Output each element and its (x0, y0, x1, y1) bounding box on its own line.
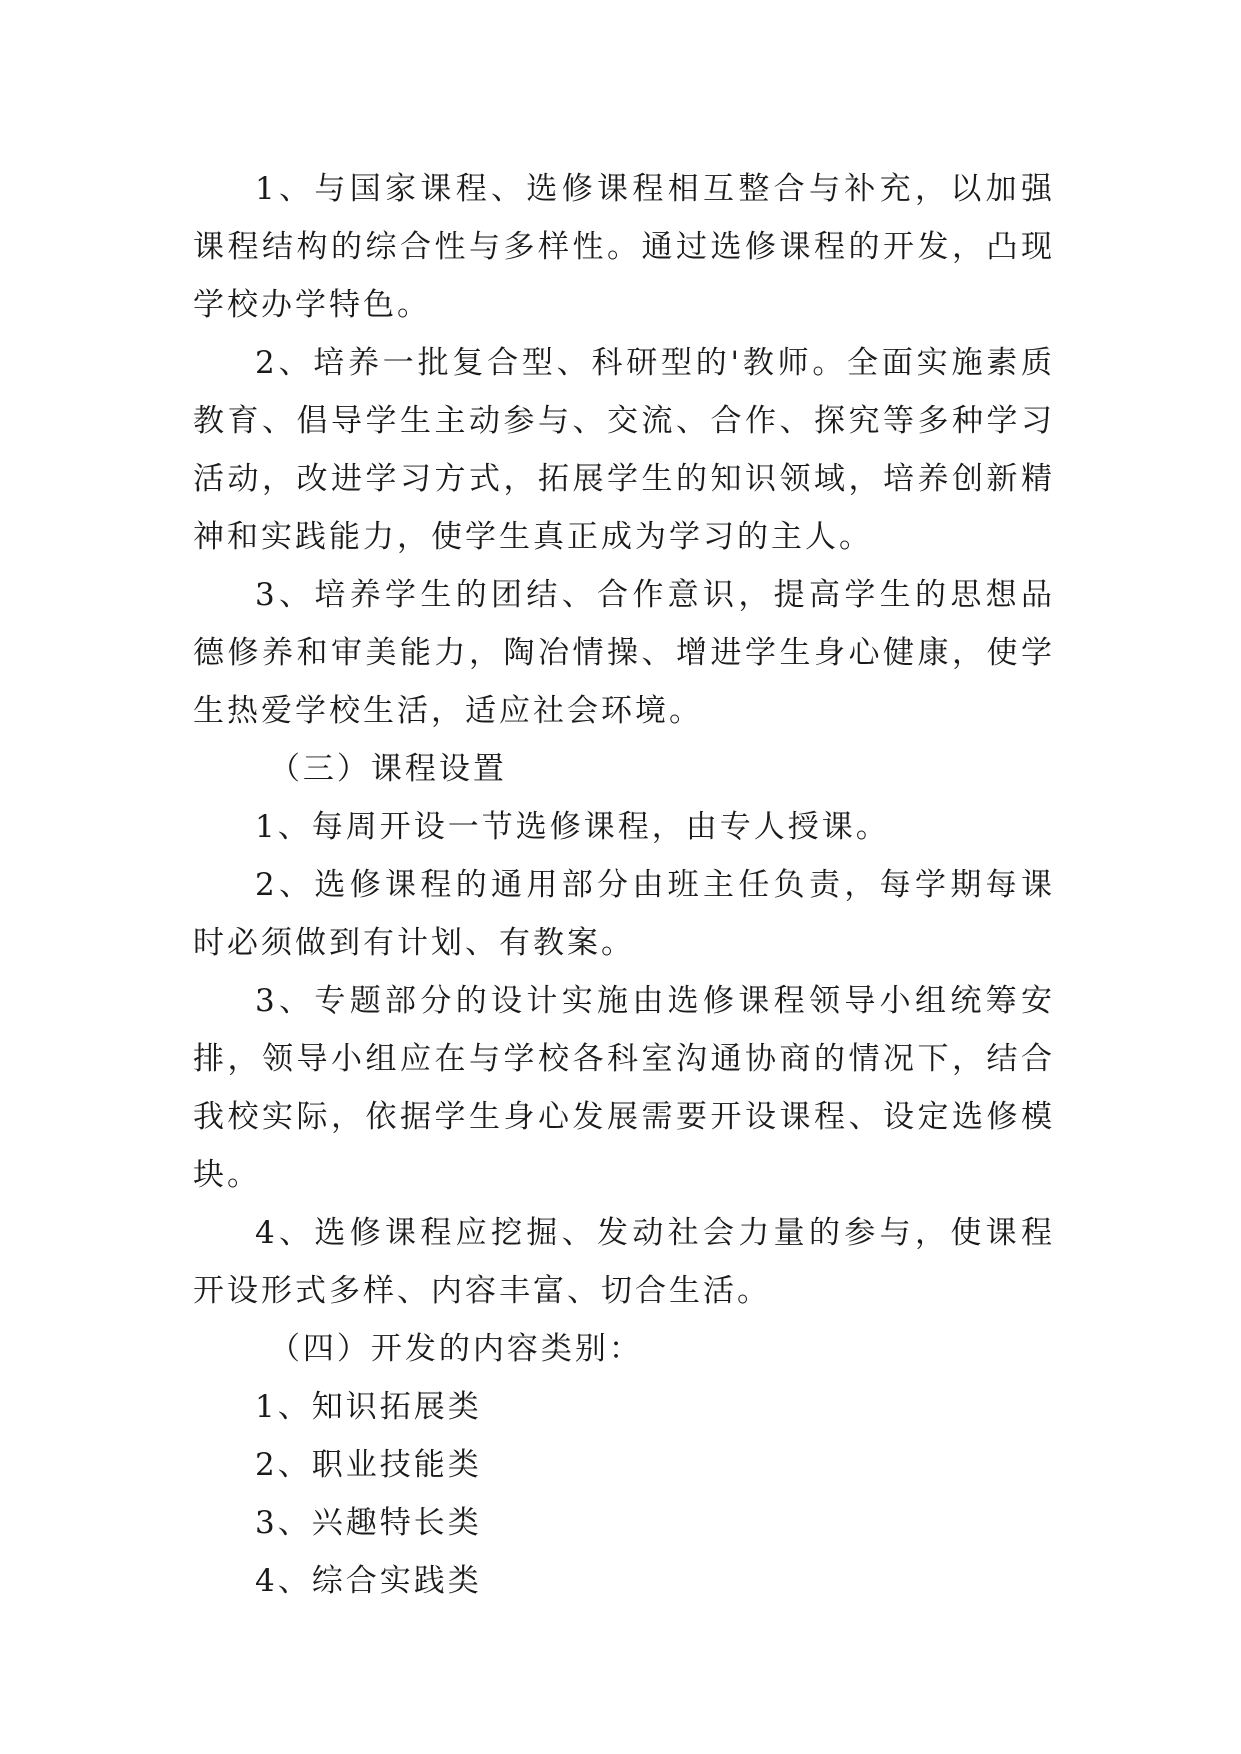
course-setup-item-4: 4、选修课程应挖掘、发动社会力量的参与，使课程开设形式多样、内容丰富、切合生活。 (193, 1215, 1055, 1309)
paragraph-goal-2: 2、培养一批复合型、科研型的'教师。全面实施素质教育、倡导学生主动参与、交流、合作、探究等多种学习活动，改进学习方式，拓展学生的知识领域，培养创新精神和实践能力，使学生真正成为学习的主人。 (193, 345, 1055, 555)
paragraph-goal-1: 1、与国家课程、选修课程相互整合与补充，以加强课程结构的综合性与多样性。通过选修课程的开发，凸现学校办学特色。 (193, 171, 1055, 323)
section-heading-content-categories: （四）开发的内容类别： (268, 1331, 643, 1367)
content-category-item-1: 1、知识拓展类 (255, 1389, 482, 1425)
section-heading-course-setup: （三）课程设置 (268, 751, 507, 787)
paragraph-goal-3: 3、培养学生的团结、合作意识，提高学生的思想品德修养和审美能力，陶冶情操、增进学生身心健康，使学生热爱学校生活，适应社会环境。 (193, 577, 1055, 729)
course-setup-item-2: 2、选修课程的通用部分由班主任负责，每学期每课时必须做到有计划、有教案。 (193, 867, 1055, 961)
content-category-item-4: 4、综合实践类 (255, 1563, 482, 1599)
course-setup-item-3: 3、专题部分的设计实施由选修课程领导小组统筹安排，领导小组应在与学校各科室沟通协商的情况下，结合我校实际，依据学生身心发展需要开设课程、设定选修模块。 (193, 983, 1055, 1193)
document-page (193, 160, 1055, 1610)
content-category-item-3: 3、兴趣特长类 (255, 1505, 482, 1541)
content-category-item-2: 2、职业技能类 (255, 1447, 482, 1483)
course-setup-item-1: 1、每周开设一节选修课程，由专人授课。 (255, 809, 890, 845)
